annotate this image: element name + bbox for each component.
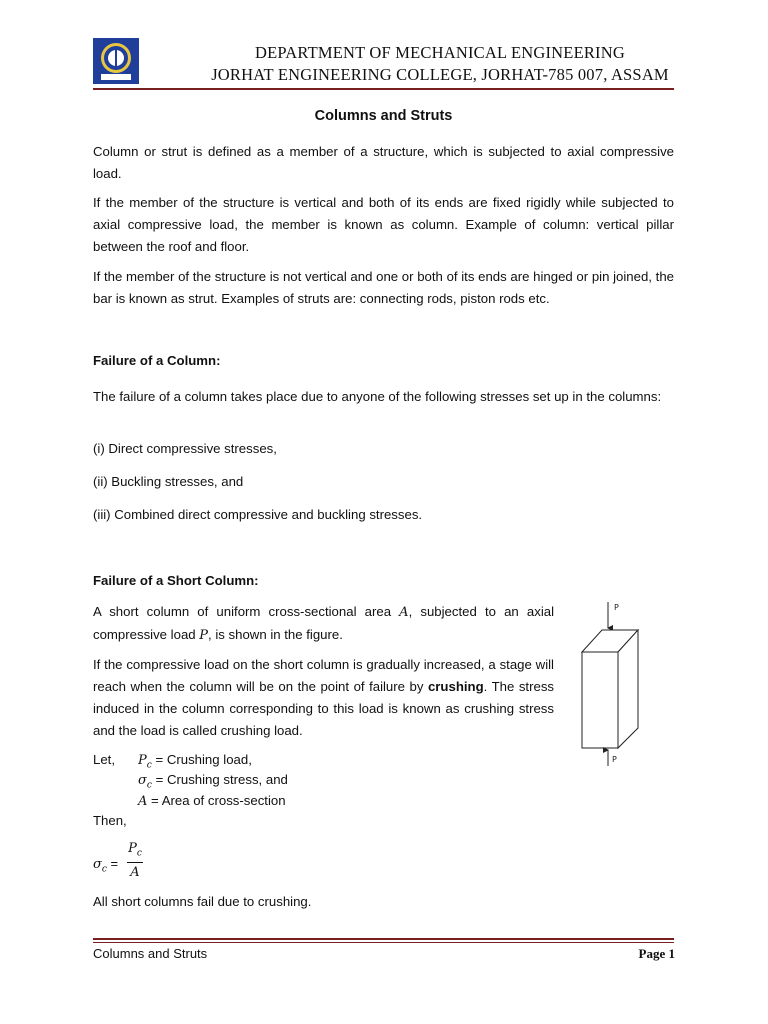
failure-item-2: (ii) Buckling stresses, and <box>93 474 244 489</box>
conclusion-text: All short columns fail due to crushing. <box>93 894 312 909</box>
definition-area: A = Area of cross-section <box>138 793 286 809</box>
load-label-top: P <box>614 603 619 612</box>
failure-item-3: (iii) Combined direct compressive and buckling stresses. <box>93 507 423 522</box>
department-title: DEPARTMENT OF MECHANICAL ENGINEERING <box>255 43 625 62</box>
intro-paragraph-2: If the member of the structure is vertical and both of its ends are fixed rigidly while subjected to axial compressive load, the member is known as column. Example of column: vertical pillar between the roof and floor. <box>93 195 674 254</box>
college-logo <box>93 38 139 84</box>
footer-rule-top <box>93 938 674 940</box>
page-number: Page 1 <box>638 946 675 961</box>
intro-paragraph-3: If the member of the structure is not vertical and one or both of its ends are hinged or pin joined, the bar is known as strut. Examples of struts are: connecting rods, piston rods etc. <box>93 269 674 306</box>
footer-rule-bottom <box>93 942 674 943</box>
load-label-bottom: P <box>612 755 617 764</box>
then-label: Then, <box>93 813 127 828</box>
college-name: JORHAT ENGINEERING COLLEGE, JORHAT-785 007, ASSAM <box>211 65 669 84</box>
page-title: Columns and Struts <box>314 108 453 124</box>
definition-crushing-stress: $\sigma_c$ = Crushing stress, and <box>138 772 288 791</box>
intro-paragraph-1: Column or strut is defined as a member of a structure, which is subjected to axial compressive load. <box>93 144 674 181</box>
failure-item-1: (i) Direct compressive stresses, <box>93 441 277 456</box>
let-label: Let, <box>93 752 115 767</box>
short-column-paragraph-2: If the compressive load on the short column is gradually increased, a stage will reach when the column will be on the point of failure by crushing. The stress induced in the column corresponding to this load is known as crushing stress and the load is called crushing load. <box>93 657 555 738</box>
definition-crushing-load: $P_c$ = Crushing load, <box>138 752 252 771</box>
failure-column-heading: Failure of a Column: <box>93 353 221 368</box>
short-column-figure <box>570 598 650 768</box>
header-rule <box>93 88 674 90</box>
footer-title: Columns and Struts <box>93 946 208 961</box>
short-column-heading: Failure of a Short Column: <box>93 573 259 588</box>
failure-column-text: The failure of a column takes place due to anyone of the following stresses set up in the columns: <box>93 389 662 404</box>
short-column-paragraph-1: A short column of uniform cross-sectional area A, subjected to an axial compressive load P, is shown in the figure. <box>93 604 555 643</box>
